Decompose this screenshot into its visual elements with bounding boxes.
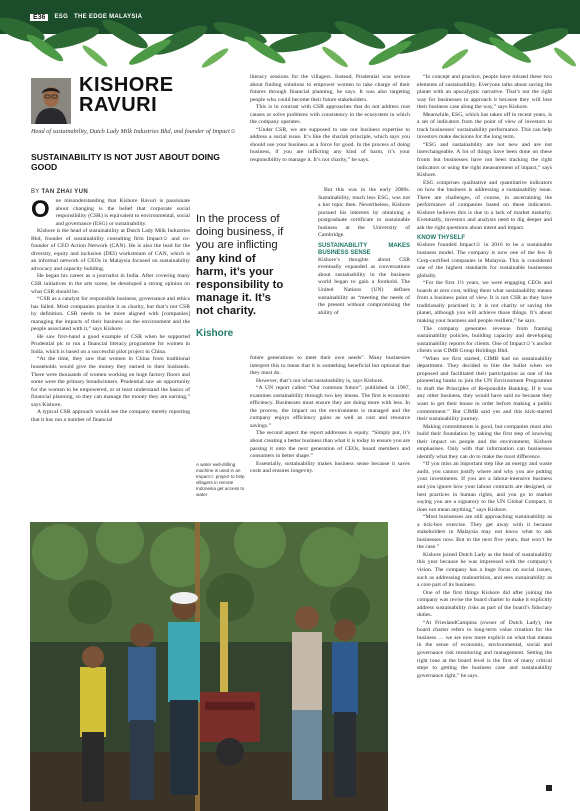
byline: BY TAN ZHAI YUN [31, 189, 89, 195]
article-photo-villagers-well-drilling [30, 522, 388, 811]
page-header [30, 11, 142, 23]
column-2-bottom: future generations to meet their own needs”. Many businesses interpret this to mean that it is something beneficial but optional that they must do. However, that’s not what sustainability is, says Kishore. “A UN report called “Our common future”, published in 1987, examines sustainability through two key lenses. The first is economic efficiency. Businesses must ensure they are doing more with less. In the process, the impact on the environment is managed and the company enjoys efficiency gains as well as cost and resource savings.” The second aspect the report addresses is equity. “Simply put, it’s about creating a better business than what it is today to ensure you are passing it onto the next generation of CEOs, board members and consumers in better shape.” Essentially, sustainability makes business sense because it saves costs and ensures longevity. [250, 355, 410, 475]
column-1: O ne misunderstanding that Kishore Ravuri is passionate about changing is the belief that corporate social responsibility (CSR) is equivalent to environmental, social and governance (ESG) or sustainability. Kishore is the head of sustainability at Dutch Lady Milk Industries Bhd, founder of sustainability consulting firm Impact☺ and co-founder of CEO Action Network (CAN). He is also the lead for the diversity, equity and inclusion (DEI) workstream of CAN, which is an informal network of CEOs in Malaysia focused on sustainability advocacy and capacity building. He began his career as a journalist in India. After covering many CSR initiatives in the arts scene, he developed a strong opinion on what CSR should be. “CSR as a catalyst for responsible business, governance and ethics has failed. Most companies practise it as charity, but that’s not CSR by definition. CSR needs to be more aligned with [companies] managing the impacts of their business on the environment and the people associated with it,” says Kishore. He saw first-hand a good example of CSR when he supported Prudential plc to run a financial literacy programme for women in India, which is based on a successful pilot project in China. “At the time, they saw that women in China from traditional households would give the money they earned to their husbands. There were thousands of women working on huge factory floors and some were the primary breadwinners. Prudential saw an opportunity for the women to be empowered, or at least understand the basics of financial planning, so they can manage the money they are earning,” says Kishore. A typical CSR approach would see the company merely reporting that it has run a number of financial [31, 196, 190, 423]
profile-name: KISHORE RAVURI [79, 74, 174, 116]
column-2-right: But this was in the early 2000s. Sustainability, much less ESG, was not a hot topic then. Nevertheless, Kishore pursued his interests by obtaining a postgraduate certificate in sustainable business at the University of Cambridge. SUSTAINABILITY MAKES BUSINESS SENSE Kishore’s thoughts about CSR eventually expanded as conversations about sustainability in the business world began to gain a foothold. The United Nations (UN) defines sustainability as “meeting the needs of the present without compromising the ability of [318, 187, 410, 316]
column-3: “In concept and practice, people have missed these two elements of sustainability. Everyone talks about saving the planet with an apocalyptic narrative. That’s not the right way for businesses to approach it because they will lose their business case along the way,” says Kishore. Meanwhile, ESG, which has taken off in recent years, is a set of indicators from the point of view of investors to track businesses’ sustainability performance. This can help investors make decisions for the long term. “ESG and sustainability are not new and are not interchangeable. A lot of things have been done on these fronts but businesses have not been tracking the right indicators or using the right measurement of impact,” says Kishore. ESG comprises qualitative and quantitative indicators on how the business is addressing a sustainability issue. There are challenges, of course, in ascertaining the performance of companies based on these indicators. Kishore believes this is due to a lack of market maturity. Eventually, investors and analysts need to dig deeper and ask the right questions about intent and impact. KNOW THYSELF Kishore founded Impact☺ in 2016 to be a sustainable business model. The company is now one of the few B Corp-certified companies in Malaysia. This is considered one of the highest standards for sustainable businesses globally. “For the first 1½ years, we were engaging CEOs and boards at zero cost, telling them what sustainability means from a business point of view. It is not CSR as they have traditionally practised it; it is not charity or saving the planet, although you will achieve those things. It’s about making your business and people resilient,” he says. The company generates revenue from framing sustainability policies, building capacity and developing sustainability reports for clients. One of Impact☺’s anchor clients was CIMB Group Holdings Bhd. “When we first started, CIMB had no sustainability department. They decided to bite the bullet when we proposed and facilitated their participation as one of the pioneering banks to join the UN Environment Programme to draft the Principles of Responsible Banking. If it was any other business, they would have said no because they want to get their house in order before making a public commitment.” But CIMB said yes and this kick-started their sustainability journey. Making commitments is good, but companies must also build their foundation by taking the first step of knowing their impact on people and the environment, Kishore emphasises. Only with that information can businesses identify what they can do to make the most difference. “If you miss an important step like an energy and waste audit, you cannot justify where and why you are putting your investments. If you are a labour-intensive business and you ignore how your labour contracts are designed, or best practices in human rights, and you go to market saying you are a signatory to the UN Global Compact, it does not mean anything,” says Kishore. “Most businesses are still approaching sustainability as a tick-box exercise. They get away with it because stakeholders in Malaysia may not know what to ask businesses now. But in the next five years, that won’t be the case.” Kishore joined Dutch Lady as the head of sustainability this year because he was impressed with the company’s vision. The company has a huge focus on social issues, such as addressing malnutrition, and sees sustainability as a core part of its business. One of the first things Kishore did after joining the company was revise the board charter to make it explicitly address sustainability risks as part of the board’s fiduciary duties. “At FrieslandCampina (owner of Dutch Lady), the board charter refers to long-term value creation for the business … we are now more explicit on what that means in the sense of economic, environmental, social and governance risk monitoring and management. Setting the right tone at the board level is the first of many critical steps to getting the business case and sustainability governance right,” he says. [417, 74, 552, 679]
page-number: E36 [30, 14, 48, 21]
subhead-know-thyself: KNOW THYSELF [417, 235, 465, 242]
pull-quote: In the process of doing business, if you are inflicting any kind of harm, it’s your responsibility to manage it. It’s not charity. [196, 213, 284, 318]
author-name: TAN ZHAI YUN [41, 189, 89, 195]
subhead-business-sense: SUSTAINABILITY MAKES BUSINESS SENSE [318, 242, 410, 256]
end-of-article-square-icon [546, 785, 552, 791]
avatar [31, 78, 71, 124]
drop-cap: O [31, 196, 50, 223]
profile-role: Head of sustainability, Dutch Lady Milk Industries Bhd, and founder of Impact☺ [31, 128, 237, 135]
pull-quote-attribution: Kishore [196, 328, 234, 339]
section-label: ESG [54, 14, 69, 20]
article-headline: SUSTAINABILITY IS NOT JUST ABOUT DOING GOOD [31, 152, 220, 172]
publication-name: THE EDGE MALAYSIA [74, 14, 143, 20]
column-2-top: literacy sessions for the villagers. Instead, Prudential was serious about finding solutions to empower women to take charge of their futures through financial planning, he says. It was also targeting people who could become their future stakeholders. This is in contrast with CSR approaches that do not address root causes or solve problems with consistency in the ecosystem in which the company operates. “Under CSR, we are supposed to use our business expertise to address a social issue. It’s like the shariah principle, which says you should use your business as a force for good. In the process of doing business, if you are inflicting any kind of harm, it’s your responsibility to manage it. It’s not charity,” he says. [250, 74, 410, 164]
photo-caption: A water well-drilling machine is used in an Impact☺ project to help villagers in remote Indonesia get access to water [196, 462, 245, 498]
